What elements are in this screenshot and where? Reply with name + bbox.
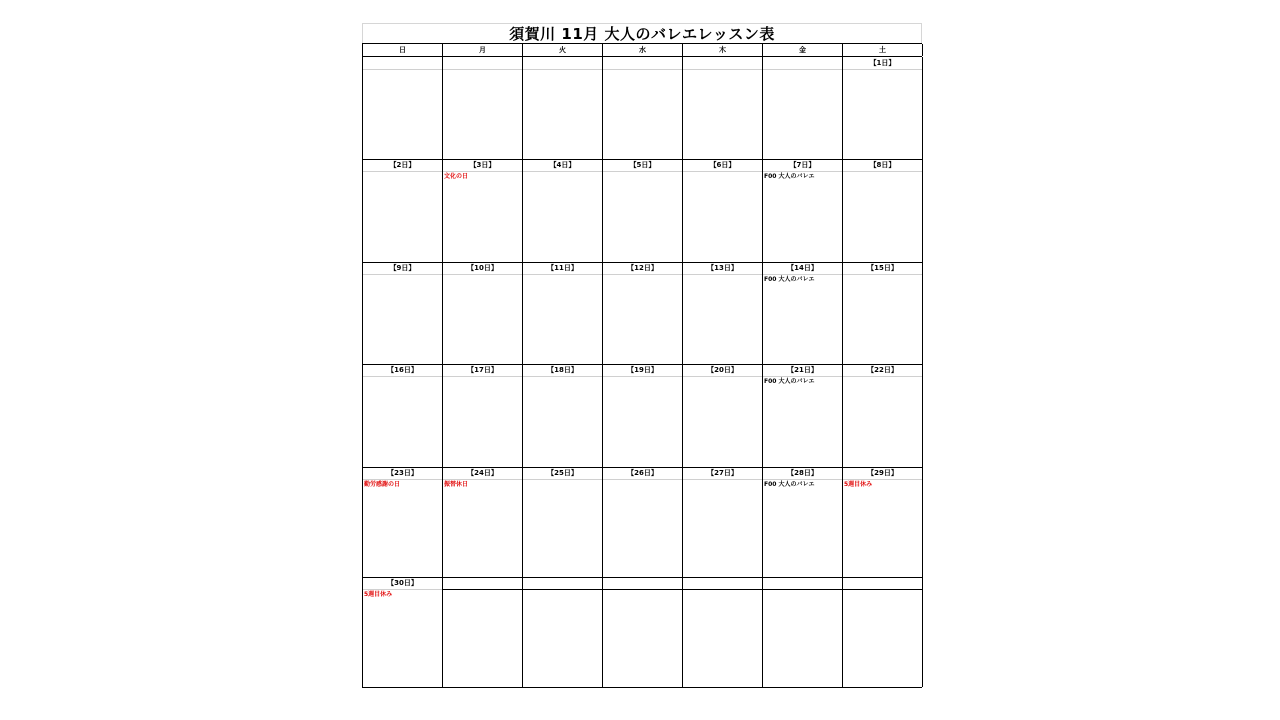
day-number <box>843 577 922 590</box>
lesson-note: F00 大人のバレエ <box>764 481 815 488</box>
day-cell[interactable] <box>683 262 763 364</box>
day-cell[interactable] <box>443 159 523 262</box>
holiday-note: 振替休日 <box>444 481 469 488</box>
lesson-note: F00 大人のバレエ <box>764 276 815 283</box>
day-number: 【28日】 <box>763 467 842 480</box>
day-number: 【15日】 <box>843 262 922 275</box>
day-cell[interactable] <box>603 262 683 364</box>
day-number: 【9日】 <box>363 262 442 275</box>
week-row <box>362 364 922 468</box>
day-cell[interactable] <box>523 577 603 687</box>
day-cell[interactable] <box>763 159 843 262</box>
lesson-note: F00 大人のバレエ <box>764 173 815 180</box>
day-cell[interactable] <box>683 364 763 467</box>
day-number: 【12日】 <box>603 262 682 275</box>
day-cell[interactable] <box>603 467 683 577</box>
day-cell[interactable] <box>843 364 923 467</box>
day-cell[interactable] <box>603 364 683 467</box>
day-cell[interactable] <box>363 57 443 159</box>
week-row <box>362 262 922 365</box>
weekday-header-row <box>362 43 922 57</box>
day-number: 【17日】 <box>443 364 522 377</box>
day-number <box>443 577 522 590</box>
day-cell[interactable] <box>843 577 923 687</box>
day-number <box>363 57 442 70</box>
day-cell[interactable] <box>523 159 603 262</box>
day-cell[interactable] <box>523 467 603 577</box>
weekday-sat: 土 <box>843 44 923 56</box>
holiday-note: 5週目休み <box>364 591 393 598</box>
holiday-note: 5週目休み <box>844 481 873 488</box>
page-title: 須賀川 11月 大人のバレエレッスン表 <box>362 23 922 43</box>
day-number: 【11日】 <box>523 262 602 275</box>
day-cell[interactable] <box>443 262 523 364</box>
day-cell[interactable] <box>683 577 763 687</box>
day-number <box>683 57 762 70</box>
day-cell[interactable] <box>363 159 443 262</box>
day-number: 【21日】 <box>763 364 842 377</box>
day-number <box>763 577 842 590</box>
day-cell[interactable] <box>603 577 683 687</box>
week-row <box>362 57 922 160</box>
day-number: 【8日】 <box>843 159 922 172</box>
day-cell[interactable] <box>443 467 523 577</box>
day-cell[interactable] <box>763 262 843 364</box>
week-row <box>362 159 922 263</box>
day-cell[interactable] <box>523 57 603 159</box>
day-cell[interactable] <box>683 57 763 159</box>
day-number: 【7日】 <box>763 159 842 172</box>
day-cell[interactable] <box>363 364 443 467</box>
day-cell[interactable] <box>443 577 523 687</box>
day-number: 【1日】 <box>843 57 922 70</box>
weekday-mon: 月 <box>443 44 523 56</box>
day-number: 【27日】 <box>683 467 762 480</box>
day-number: 【4日】 <box>523 159 602 172</box>
day-number: 【14日】 <box>763 262 842 275</box>
day-number: 【22日】 <box>843 364 922 377</box>
day-number: 【18日】 <box>523 364 602 377</box>
day-cell[interactable] <box>363 262 443 364</box>
day-cell[interactable] <box>523 262 603 364</box>
day-number: 【30日】 <box>363 577 442 590</box>
day-number <box>683 577 762 590</box>
holiday-note: 勤労感謝の日 <box>364 481 401 488</box>
weekday-fri: 金 <box>763 44 843 56</box>
day-cell[interactable] <box>603 159 683 262</box>
day-number: 【20日】 <box>683 364 762 377</box>
day-cell[interactable] <box>763 57 843 159</box>
day-cell[interactable] <box>843 467 923 577</box>
day-number <box>443 57 522 70</box>
day-cell[interactable] <box>763 467 843 577</box>
day-number: 【23日】 <box>363 467 442 480</box>
day-number: 【5日】 <box>603 159 682 172</box>
day-cell[interactable] <box>443 57 523 159</box>
day-cell[interactable] <box>843 159 923 262</box>
day-number <box>523 577 602 590</box>
day-number <box>523 57 602 70</box>
lesson-calendar-sheet <box>362 23 922 687</box>
week-row <box>362 467 922 578</box>
day-number: 【3日】 <box>443 159 522 172</box>
day-cell[interactable] <box>763 577 843 687</box>
day-cell[interactable] <box>843 262 923 364</box>
day-cell[interactable] <box>683 467 763 577</box>
day-cell[interactable] <box>443 364 523 467</box>
day-cell[interactable] <box>763 364 843 467</box>
weekday-tue: 火 <box>523 44 603 56</box>
day-number: 【29日】 <box>843 467 922 480</box>
day-cell[interactable] <box>603 57 683 159</box>
day-number <box>603 57 682 70</box>
day-number: 【2日】 <box>363 159 442 172</box>
day-cell[interactable] <box>363 577 443 687</box>
day-number: 【25日】 <box>523 467 602 480</box>
day-cell[interactable] <box>363 467 443 577</box>
day-number: 【6日】 <box>683 159 762 172</box>
day-number: 【10日】 <box>443 262 522 275</box>
holiday-note: 文化の日 <box>444 173 469 180</box>
day-number: 【26日】 <box>603 467 682 480</box>
day-number: 【13日】 <box>683 262 762 275</box>
day-number: 【24日】 <box>443 467 522 480</box>
lesson-note: F00 大人のバレエ <box>764 378 815 385</box>
day-cell[interactable] <box>843 57 923 159</box>
day-number: 【16日】 <box>363 364 442 377</box>
day-cell[interactable] <box>523 364 603 467</box>
weekday-sun: 日 <box>363 44 443 56</box>
week-row <box>362 577 922 688</box>
day-number <box>763 57 842 70</box>
day-number <box>603 577 682 590</box>
day-cell[interactable] <box>683 159 763 262</box>
day-number: 【19日】 <box>603 364 682 377</box>
weekday-wed: 水 <box>603 44 683 56</box>
weekday-thu: 木 <box>683 44 763 56</box>
